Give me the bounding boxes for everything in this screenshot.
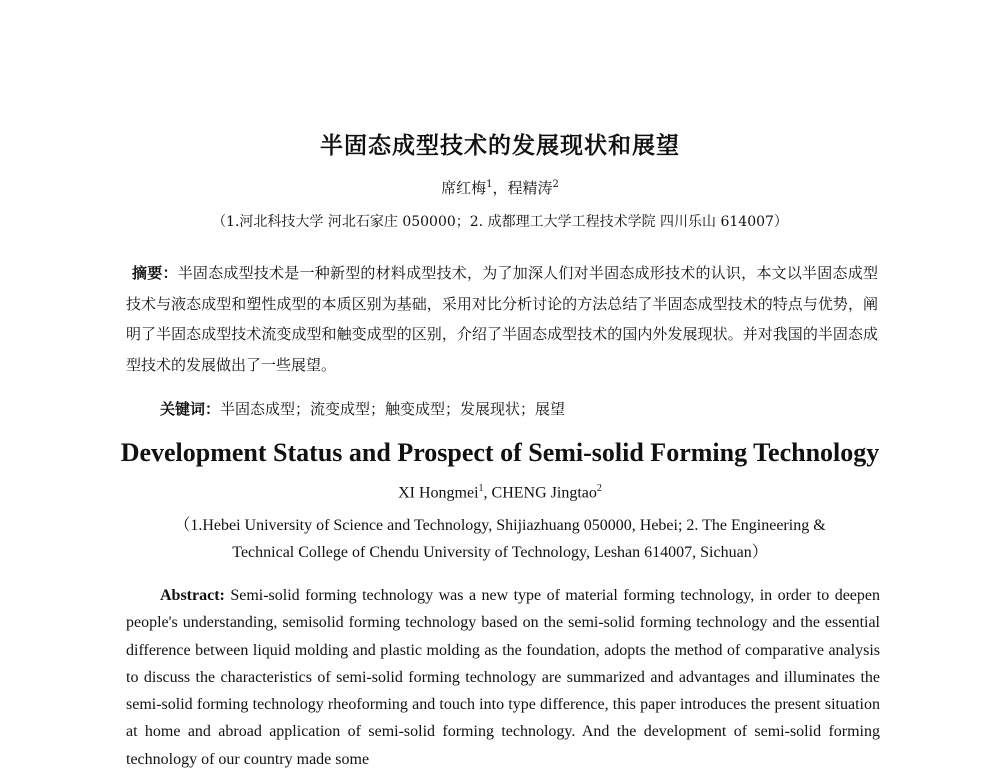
chinese-author-1-sup: 1 [486,179,493,190]
english-author-2-sup: 2 [596,483,602,494]
chinese-author-2: 程精涛 [507,179,553,197]
english-abstract-text: Semi-solid forming technology was a new type of material forming technology, in order to deepen people's understanding, semisolid forming technology based on the semi-solid forming technology and the essential difference between liquid molding and plastic molding as the foundation, adopts the method of comparative analysis to discuss the characteristics of semi-solid forming technology are summarized and advantages and illuminates the semi-solid forming technology rheoforming and touch into type difference, this paper introduces the present situation at home and abroad application of semi-solid forming technology. And the development of semi-solid forming technology of our country made some [126,587,880,768]
chinese-authors [0,177,1000,198]
chinese-abstract-label: 摘要： [132,264,178,282]
chinese-abstract-text: 半固态成型技术是一种新型的材料成型技术，为了加深人们对半固态成形技术的认识，本文以半固态成型技术与液态成型和塑性成型的本质区别为基础，采用对比分析讨论的方法总结了半固态成型技术的特点与优势，阐明了半固态成型技术流变成型和触变成型的区别，介绍了半固态成型技术的国内外发展现状。并对我国的半固态成型技术的发展做出了一些展望。 [126,264,878,374]
english-author-2: CHENG Jingtao [491,484,597,502]
chinese-author-separator: ， [492,179,508,197]
english-title: Development Status and Prospect of Semi-solid Forming Technology [120,438,880,467]
english-author-1-sup: 1 [478,483,484,494]
english-affiliation: （1.Hebei University of Science and Technology, Shijiazhuang 050000, Hebei; 2. The Engineering & Technical College of Chendu University of Technology, Leshan 614007, Sichuan） [174,517,826,561]
english-abstract [126,582,880,773]
chinese-keywords-label: 关键词： [160,400,221,418]
chinese-keywords [160,398,565,419]
english-authors [0,483,1000,502]
chinese-keywords-text: 半固态成型；流变成型；触变成型；发展现状；展望 [220,400,566,418]
chinese-author-2-sup: 2 [552,179,559,190]
chinese-affiliation: （1.河北科技大学 河北石家庄 050000；2. 成都理工大学工程技术学院 四川乐山 614007） [212,214,788,230]
english-author-separator: , [483,484,492,502]
english-abstract-label: Abstract: [160,587,225,604]
chinese-author-1: 席红梅 [441,179,487,197]
english-author-1: XI Hongmei [398,484,479,502]
chinese-title: 半固态成型技术的发展现状和展望 [320,133,680,159]
chinese-abstract [126,258,878,380]
